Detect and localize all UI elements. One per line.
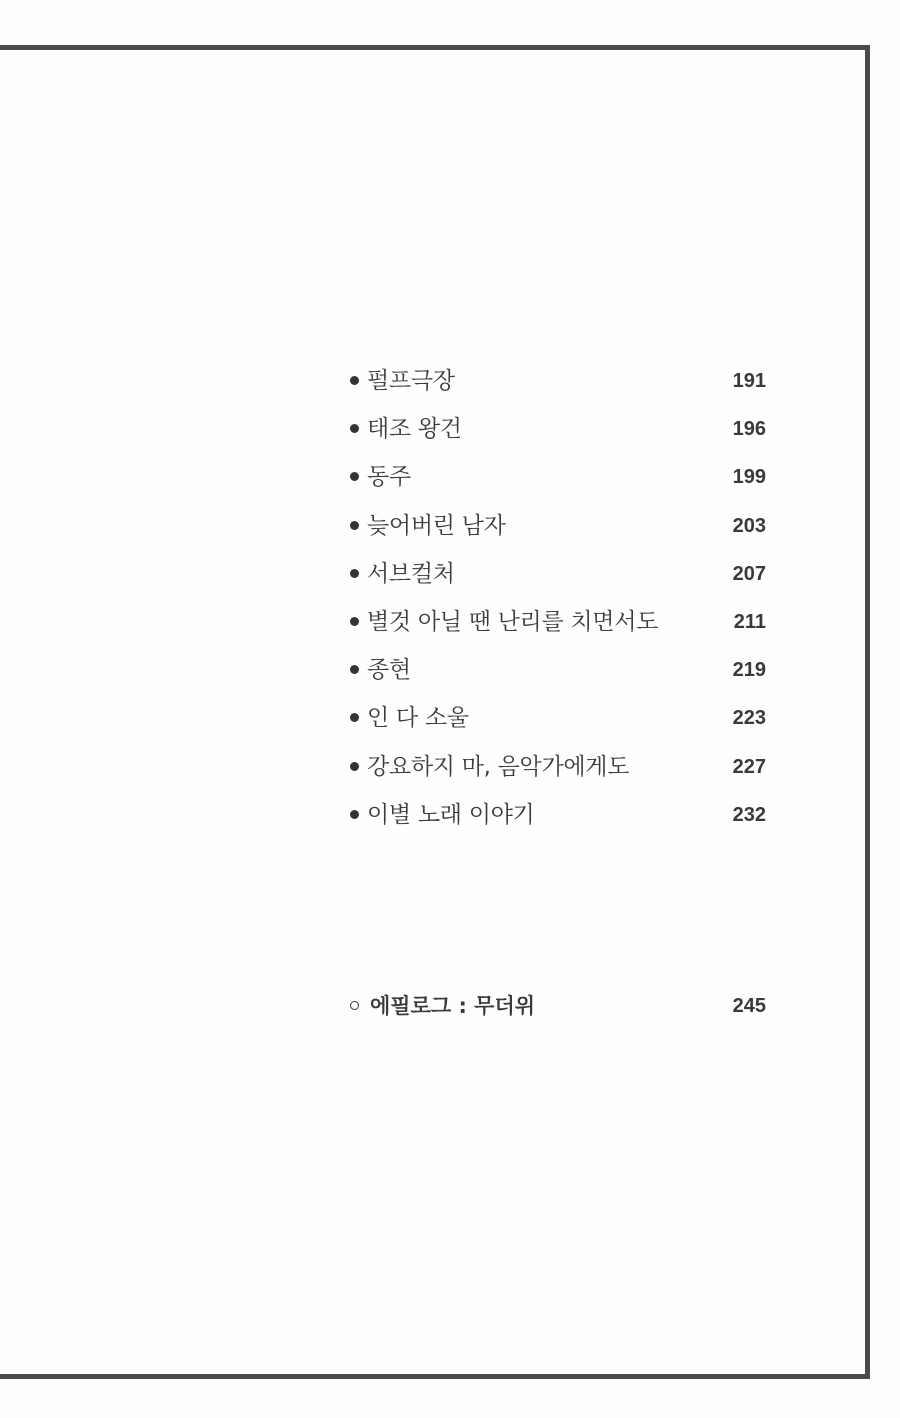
toc-entry [350,652,768,700]
bullet-icon [350,713,359,722]
toc-entry [350,797,768,845]
toc-entry-page: 232 [732,803,766,826]
toc-entry-title: 태조 왕건 [367,416,462,443]
toc-entry-title: 이별 노래 이야기 [367,801,535,828]
toc-entry [350,604,768,652]
toc-entry-page: 191 [732,370,766,392]
toc-entry-page: 203 [732,514,766,537]
toc-entry-page: 207 [732,562,766,585]
bullet-icon [350,424,359,433]
bullet-icon [350,376,359,385]
circle-outline-icon [350,1001,359,1010]
toc-entry [350,749,768,797]
table-of-contents [350,363,768,845]
bullet-icon [350,665,359,674]
toc-entry [350,556,768,604]
bullet-icon [350,617,359,626]
bullet-icon [350,521,359,530]
bullet-icon [350,810,359,819]
toc-entry-title: 종현 [367,657,411,684]
toc-entry-title: 펄프극장 [367,368,455,394]
toc-entry-page: 227 [732,755,766,778]
toc-entry [350,508,768,556]
epilogue-title: 에필로그 : 무더위 [370,994,536,1018]
toc-entry-title: 인 다 소울 [367,705,469,732]
epilogue-page: 245 [732,995,766,1017]
toc-entry-page: 211 [733,610,766,633]
toc-entry-title: 동주 [367,464,411,491]
toc-entry-title: 별것 아닐 땐 난리를 치면서도 [367,608,659,635]
toc-entry-title: 서브컬처 [367,560,455,587]
toc-entry-title: 강요하지 마, 음악가에게도 [367,753,630,780]
toc-entry [350,700,768,748]
bullet-icon [350,762,359,771]
toc-entry [350,363,768,411]
bullet-icon [350,569,359,578]
toc-entry [350,411,768,459]
toc-epilogue-entry [350,988,768,1024]
toc-entry-page: 196 [732,418,766,441]
toc-entry [350,459,768,507]
toc-entry-page: 199 [732,466,766,489]
bullet-icon [350,472,359,481]
toc-entry-title: 늦어버린 남자 [367,512,506,539]
toc-entry-page: 219 [732,659,766,682]
toc-entry-page: 223 [732,707,766,730]
